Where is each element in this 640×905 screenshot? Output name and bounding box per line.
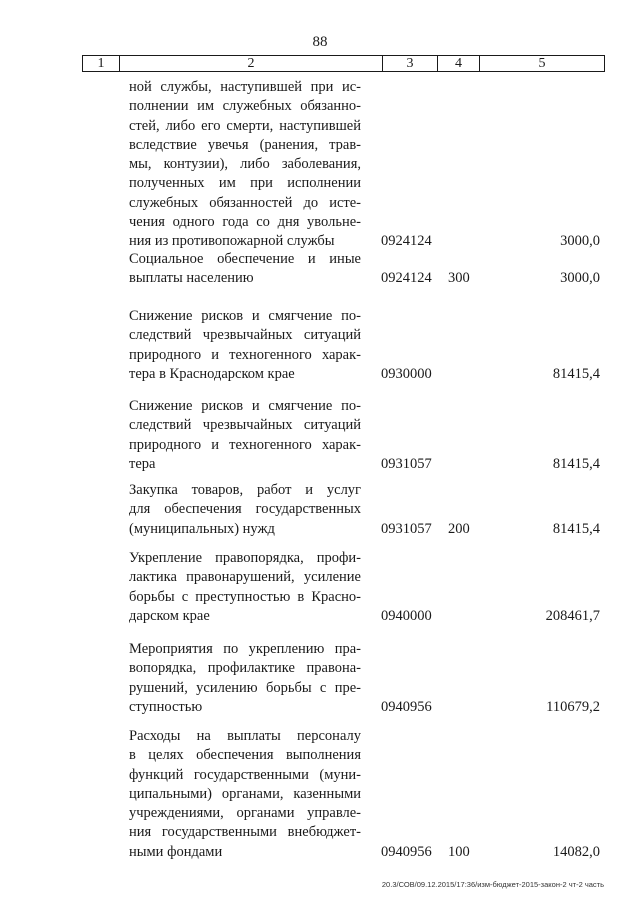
row-code: 0931057 <box>381 520 432 537</box>
row-description-line: полученных им при исполнении <box>129 175 361 192</box>
row-description-line: ния из противопожарной службы <box>129 233 335 250</box>
row-description-line: лактика правонарушений, усиление <box>129 569 361 586</box>
row-description-line: полнении им служебных обязанно- <box>129 98 361 115</box>
row-expense-type: 100 <box>448 843 470 860</box>
row-description-line: природного и техногенного харак- <box>129 436 361 453</box>
row-description-line: вопорядка, профилактике правона- <box>129 660 361 677</box>
row-description-line: стей, либо его смерти, наступившей <box>129 117 361 134</box>
row-description <box>129 307 361 384</box>
row-description-line: учреждениями, органами управле- <box>129 805 361 822</box>
row-description-line: ния государственными внебюджет- <box>129 824 361 841</box>
row-description-line: ципальными) органами, казенными <box>129 785 361 802</box>
row-description-line: для обеспечения государственных <box>129 501 361 518</box>
row-description <box>129 727 361 862</box>
column-header-4: 4 <box>438 56 480 72</box>
row-description-line: следствий чрезвычайных ситуаций <box>129 327 361 344</box>
column-header-5: 5 <box>480 56 605 72</box>
row-description-line: Мероприятия по укреплению пра- <box>129 641 361 657</box>
row-description <box>129 78 361 252</box>
footer-file-stamp: 20.3/СОВ/09.12.2015/17:36/изм-бюджет-2015-закон-2 чт-2 часть <box>381 880 604 889</box>
row-description-line: в целях обеспечения выполнения <box>129 747 361 764</box>
row-description-line: Снижение рисков и смягчение по- <box>129 308 361 324</box>
row-code: 0930000 <box>381 365 432 382</box>
row-expense-type: 300 <box>448 270 470 287</box>
row-description-line: тера в Краснодарском крае <box>129 365 295 382</box>
row-description-line: вследствие увечья (ранения, трав- <box>129 136 361 153</box>
row-description-line: природного и техногенного харак- <box>129 346 361 363</box>
row-description-line: тера <box>129 455 156 472</box>
row-amount: 3000,0 <box>560 270 600 287</box>
row-description-line: борьбы с преступностью в Красно- <box>129 588 361 605</box>
row-description-line: функций государственными (муни- <box>129 766 361 783</box>
column-header-2: 2 <box>120 56 383 72</box>
row-amount: 208461,7 <box>545 607 600 624</box>
row-amount: 110679,2 <box>546 698 600 715</box>
row-description-line: мы, контузии), либо заболевания, <box>129 156 361 173</box>
row-description-line: Снижение рисков и смягчение по- <box>129 398 361 414</box>
column-header-3: 3 <box>383 56 438 72</box>
row-description <box>129 549 361 626</box>
row-description-line: ной службы, наступившей при ис- <box>129 79 361 95</box>
row-description-line: (муниципальных) нужд <box>129 520 275 537</box>
column-header-1: 1 <box>83 56 120 72</box>
row-amount: 81415,4 <box>552 365 600 382</box>
row-description-line: дарском крае <box>129 607 210 624</box>
row-description-line: Социальное обеспечение и иные <box>129 251 361 267</box>
row-code: 0940956 <box>381 843 432 860</box>
column-header-table <box>82 55 605 72</box>
row-description-line: следствий чрезвычайных ситуаций <box>129 417 361 434</box>
row-description-line: выплаты населению <box>129 270 254 287</box>
row-description <box>129 250 361 289</box>
row-description-line: ными фондами <box>129 843 223 860</box>
row-expense-type: 200 <box>448 520 470 537</box>
row-description-line: служебных обязанностей до исте- <box>129 194 361 211</box>
row-amount: 3000,0 <box>560 233 600 250</box>
row-amount: 81415,4 <box>552 455 600 472</box>
row-amount: 81415,4 <box>552 520 600 537</box>
row-description-line: Укрепление правопорядка, профи- <box>129 550 361 566</box>
row-description <box>129 640 361 717</box>
row-description-line: рушений, усилению борьбы с пре- <box>129 679 361 696</box>
row-description <box>129 481 361 539</box>
row-description-line: чения одного года со дня увольне- <box>129 214 361 231</box>
row-code: 0924124 <box>381 270 432 287</box>
row-amount: 14082,0 <box>552 843 600 860</box>
row-description-line: Расходы на выплаты персоналу <box>129 728 361 744</box>
row-code: 0924124 <box>381 233 432 250</box>
row-code: 0940956 <box>381 698 432 715</box>
row-description <box>129 397 361 474</box>
row-description-line: Закупка товаров, работ и услуг <box>129 482 361 498</box>
row-description-line: ступностью <box>129 698 203 715</box>
page-number: 88 <box>312 34 328 50</box>
column-header-row <box>83 56 605 72</box>
row-code: 0931057 <box>381 455 432 472</box>
row-code: 0940000 <box>381 607 432 624</box>
